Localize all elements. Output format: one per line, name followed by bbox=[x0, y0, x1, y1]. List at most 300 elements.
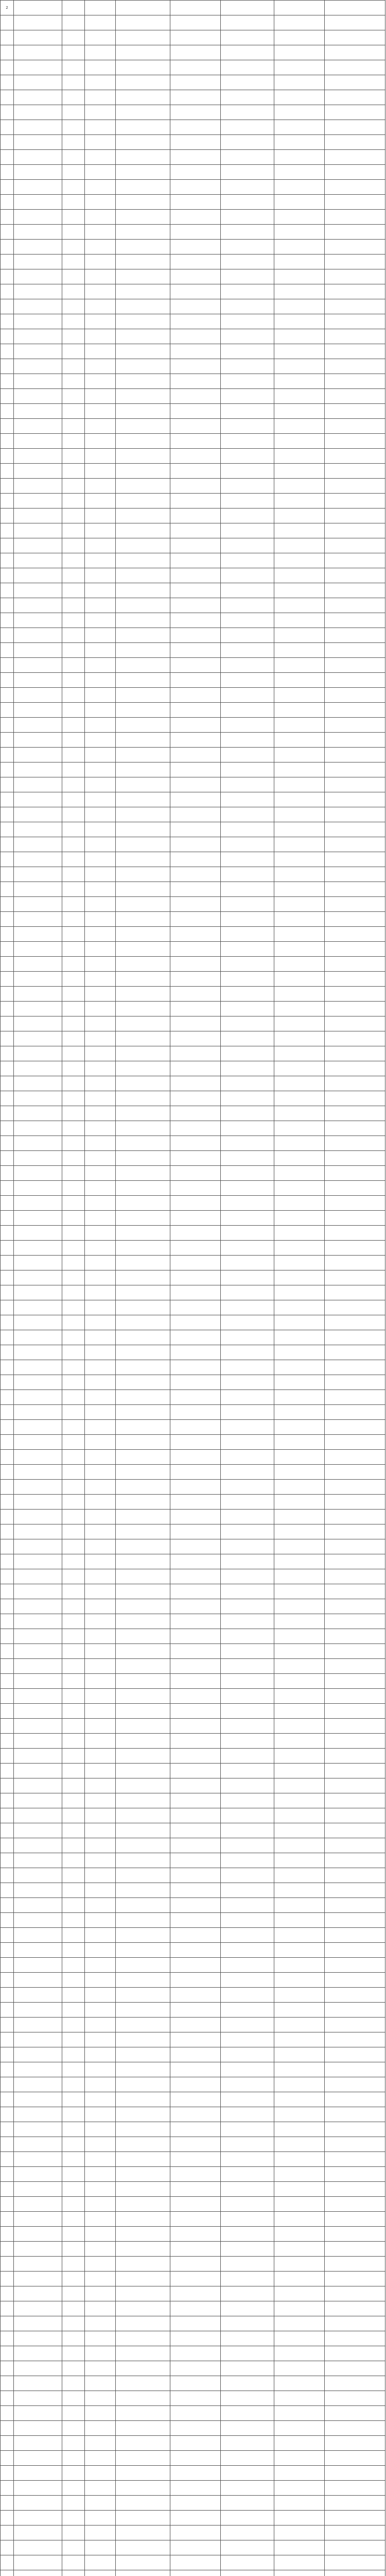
table-cell bbox=[274, 1629, 325, 1644]
table-cell bbox=[1, 1539, 14, 1554]
table-cell bbox=[170, 1390, 221, 1405]
table-cell bbox=[221, 2197, 274, 2212]
table-cell bbox=[274, 852, 325, 867]
table-cell bbox=[62, 972, 85, 987]
table-cell bbox=[221, 2376, 274, 2391]
table-cell bbox=[221, 2331, 274, 2346]
table-cell bbox=[325, 1898, 385, 1913]
table-cell bbox=[85, 284, 116, 299]
table-cell bbox=[1, 195, 14, 210]
table-row bbox=[1, 1524, 385, 1539]
table-cell bbox=[116, 748, 170, 762]
table-cell bbox=[221, 583, 274, 598]
table-cell bbox=[325, 2540, 385, 2555]
table-cell bbox=[62, 1, 85, 15]
table-row bbox=[1, 1, 385, 15]
table-cell bbox=[325, 135, 385, 150]
table-cell bbox=[274, 1674, 325, 1689]
table-cell bbox=[274, 1360, 325, 1375]
table-cell bbox=[1, 807, 14, 822]
table-cell bbox=[85, 2272, 116, 2286]
table-cell bbox=[85, 1420, 116, 1435]
table-cell bbox=[170, 777, 221, 792]
table-cell bbox=[221, 718, 274, 733]
table-cell bbox=[1, 762, 14, 777]
table-cell bbox=[14, 1226, 62, 1241]
table-cell bbox=[85, 1734, 116, 1749]
table-cell bbox=[1, 2062, 14, 2077]
table-cell bbox=[62, 1420, 85, 1435]
table-cell bbox=[1, 2436, 14, 2451]
table-cell bbox=[14, 404, 62, 419]
table-cell bbox=[14, 837, 62, 852]
table-cell bbox=[14, 255, 62, 269]
table-cell bbox=[1, 1300, 14, 1315]
table-cell bbox=[1, 1629, 14, 1644]
table-cell bbox=[62, 1256, 85, 1270]
table-cell bbox=[221, 314, 274, 329]
table-cell bbox=[62, 494, 85, 509]
table-cell bbox=[14, 150, 62, 165]
table-cell bbox=[170, 449, 221, 464]
table-cell bbox=[85, 2540, 116, 2555]
table-row bbox=[1, 1614, 385, 1629]
table-cell bbox=[62, 822, 85, 837]
table-cell bbox=[1, 688, 14, 703]
table-cell bbox=[62, 762, 85, 777]
table-cell bbox=[116, 30, 170, 45]
table-cell bbox=[274, 1689, 325, 1704]
table-cell bbox=[325, 1495, 385, 1510]
table-cell bbox=[14, 643, 62, 658]
table-cell bbox=[14, 1524, 62, 1539]
table-cell bbox=[116, 2436, 170, 2451]
table-cell bbox=[221, 1569, 274, 1584]
table-cell bbox=[14, 2526, 62, 2540]
table-cell bbox=[1, 1614, 14, 1629]
table-cell bbox=[221, 1853, 274, 1868]
table-cell bbox=[62, 1360, 85, 1375]
table-cell bbox=[85, 2018, 116, 2032]
table-cell bbox=[1, 1719, 14, 1734]
table-cell bbox=[1, 2212, 14, 2227]
table-cell bbox=[170, 1510, 221, 1524]
table-cell bbox=[85, 2481, 116, 2496]
table-cell bbox=[116, 613, 170, 628]
table-cell bbox=[62, 1704, 85, 1719]
table-cell bbox=[325, 2032, 385, 2047]
table-row bbox=[1, 105, 385, 120]
table-cell bbox=[14, 2540, 62, 2555]
table-cell bbox=[1, 2391, 14, 2406]
table-cell bbox=[116, 434, 170, 449]
table-cell bbox=[85, 389, 116, 404]
table-cell bbox=[85, 2301, 116, 2316]
table-cell bbox=[325, 2286, 385, 2301]
table-cell bbox=[170, 1420, 221, 1435]
table-row bbox=[1, 748, 385, 762]
table-cell bbox=[1, 1838, 14, 1853]
table-cell bbox=[170, 762, 221, 777]
table-cell bbox=[170, 1345, 221, 1360]
table-cell bbox=[14, 225, 62, 240]
table-row bbox=[1, 837, 385, 852]
table-cell bbox=[170, 1196, 221, 1211]
table-cell bbox=[274, 1749, 325, 1764]
table-cell bbox=[14, 2466, 62, 2481]
table-cell bbox=[221, 1300, 274, 1315]
table-cell bbox=[85, 748, 116, 762]
table-cell bbox=[221, 2047, 274, 2062]
table-cell bbox=[221, 135, 274, 150]
table-cell bbox=[85, 1524, 116, 1539]
table-cell bbox=[14, 1450, 62, 1465]
table-cell bbox=[14, 1928, 62, 1943]
table-cell bbox=[116, 2122, 170, 2137]
table-cell bbox=[274, 1151, 325, 1166]
table-cell bbox=[1, 837, 14, 852]
table-cell bbox=[221, 30, 274, 45]
table-cell bbox=[274, 2540, 325, 2555]
table-cell bbox=[85, 1330, 116, 1345]
table-cell bbox=[116, 1046, 170, 1061]
table-cell bbox=[170, 494, 221, 509]
table-cell bbox=[274, 494, 325, 509]
table-cell bbox=[170, 2451, 221, 2466]
table-cell bbox=[274, 1106, 325, 1121]
table-cell bbox=[14, 1435, 62, 1450]
table-cell bbox=[116, 538, 170, 553]
table-cell bbox=[1, 2496, 14, 2511]
table-cell bbox=[170, 434, 221, 449]
table-row bbox=[1, 1360, 385, 1375]
table-cell bbox=[14, 2316, 62, 2331]
table-cell bbox=[62, 1584, 85, 1599]
table-cell bbox=[116, 912, 170, 927]
table-cell bbox=[274, 1390, 325, 1405]
table-cell bbox=[62, 1300, 85, 1315]
table-cell bbox=[170, 733, 221, 748]
table-cell bbox=[274, 1943, 325, 1958]
table-cell bbox=[170, 1300, 221, 1315]
table-cell bbox=[170, 359, 221, 374]
table-cell bbox=[325, 1226, 385, 1241]
table-cell bbox=[62, 1719, 85, 1734]
table-row bbox=[1, 2466, 385, 2481]
table-cell bbox=[170, 1270, 221, 1285]
table-row bbox=[1, 195, 385, 210]
table-cell bbox=[274, 2331, 325, 2346]
table-cell bbox=[170, 2047, 221, 2062]
table-cell bbox=[221, 1330, 274, 1345]
table-cell bbox=[221, 2107, 274, 2122]
table-cell bbox=[1, 359, 14, 374]
table-cell bbox=[62, 1390, 85, 1405]
table-cell bbox=[116, 2361, 170, 2376]
table-cell bbox=[85, 1943, 116, 1958]
table-cell bbox=[274, 2406, 325, 2421]
table-cell bbox=[274, 1450, 325, 1465]
table-row bbox=[1, 2540, 385, 2555]
table-cell bbox=[170, 1778, 221, 1793]
table-cell bbox=[221, 1196, 274, 1211]
table-cell bbox=[116, 1241, 170, 1256]
table-row bbox=[1, 479, 385, 494]
table-cell bbox=[221, 2540, 274, 2555]
table-cell bbox=[221, 1614, 274, 1629]
table-cell bbox=[116, 479, 170, 494]
table-cell bbox=[221, 90, 274, 105]
table-cell bbox=[221, 2272, 274, 2286]
table-cell bbox=[85, 1704, 116, 1719]
table-cell bbox=[85, 2570, 116, 2576]
table-cell bbox=[1, 553, 14, 568]
table-cell bbox=[325, 1644, 385, 1659]
table-cell bbox=[325, 1539, 385, 1554]
table-cell bbox=[62, 1480, 85, 1495]
table-cell bbox=[325, 1599, 385, 1614]
table-cell bbox=[116, 1719, 170, 1734]
table-cell bbox=[274, 867, 325, 882]
table-cell bbox=[325, 1853, 385, 1868]
table-cell bbox=[221, 2406, 274, 2421]
table-cell bbox=[274, 1584, 325, 1599]
table-cell bbox=[221, 479, 274, 494]
table-row bbox=[1, 2092, 385, 2107]
table-cell bbox=[221, 1599, 274, 1614]
table-cell bbox=[62, 1076, 85, 1091]
table-cell bbox=[62, 1853, 85, 1868]
table-cell bbox=[85, 1689, 116, 1704]
table-cell bbox=[221, 538, 274, 553]
table-cell bbox=[221, 927, 274, 942]
table-cell bbox=[170, 2257, 221, 2272]
table-cell bbox=[221, 1584, 274, 1599]
table-cell bbox=[85, 568, 116, 583]
table-cell bbox=[170, 1046, 221, 1061]
table-cell bbox=[1, 673, 14, 688]
table-cell bbox=[116, 1569, 170, 1584]
table-cell bbox=[325, 210, 385, 225]
table-cell bbox=[62, 1002, 85, 1016]
table-cell bbox=[274, 897, 325, 912]
table-cell bbox=[85, 538, 116, 553]
table-cell bbox=[325, 643, 385, 658]
table-cell bbox=[62, 1599, 85, 1614]
table-cell bbox=[274, 972, 325, 987]
table-cell bbox=[325, 449, 385, 464]
table-cell bbox=[221, 2242, 274, 2257]
table-cell bbox=[116, 1988, 170, 2003]
table-cell bbox=[221, 792, 274, 807]
table-cell bbox=[1, 1390, 14, 1405]
table-cell bbox=[85, 897, 116, 912]
table-cell bbox=[274, 90, 325, 105]
table-cell bbox=[14, 1988, 62, 2003]
table-cell bbox=[62, 1913, 85, 1928]
table-cell bbox=[62, 2451, 85, 2466]
table-cell bbox=[325, 1091, 385, 1106]
table-cell bbox=[221, 15, 274, 30]
table-cell bbox=[170, 1375, 221, 1390]
table-cell bbox=[325, 1345, 385, 1360]
table-cell bbox=[221, 2301, 274, 2316]
table-row bbox=[1, 1121, 385, 1136]
table-cell bbox=[221, 1285, 274, 1300]
table-cell bbox=[170, 1151, 221, 1166]
table-cell bbox=[14, 942, 62, 957]
table-cell bbox=[1, 1853, 14, 1868]
table-cell bbox=[14, 1793, 62, 1808]
table-cell bbox=[170, 1838, 221, 1853]
table-row bbox=[1, 1016, 385, 1031]
table-cell bbox=[1, 1136, 14, 1151]
table-cell bbox=[116, 1778, 170, 1793]
table-cell bbox=[325, 2272, 385, 2286]
table-cell bbox=[274, 1898, 325, 1913]
table-cell bbox=[274, 45, 325, 60]
table-row bbox=[1, 598, 385, 613]
table-cell bbox=[1, 2346, 14, 2361]
table-cell bbox=[62, 2182, 85, 2197]
table-cell bbox=[1, 1016, 14, 1031]
table-row bbox=[1, 1405, 385, 1420]
table-cell bbox=[14, 807, 62, 822]
table-cell bbox=[116, 2257, 170, 2272]
table-cell bbox=[14, 628, 62, 643]
table-cell bbox=[14, 299, 62, 314]
table-cell bbox=[85, 1554, 116, 1569]
table-cell bbox=[14, 1106, 62, 1121]
table-cell bbox=[116, 1524, 170, 1539]
table-cell bbox=[221, 837, 274, 852]
table-cell bbox=[62, 1749, 85, 1764]
table-cell bbox=[325, 389, 385, 404]
table-cell bbox=[170, 2391, 221, 2406]
table-cell bbox=[116, 404, 170, 419]
table-cell bbox=[62, 658, 85, 673]
table-row bbox=[1, 2242, 385, 2257]
table-row bbox=[1, 2122, 385, 2137]
table-cell bbox=[325, 2421, 385, 2436]
table-cell bbox=[221, 165, 274, 180]
table-cell bbox=[274, 568, 325, 583]
table-cell bbox=[274, 1016, 325, 1031]
table-cell bbox=[221, 150, 274, 165]
table-cell bbox=[274, 718, 325, 733]
table-cell bbox=[14, 957, 62, 972]
table-cell bbox=[14, 2047, 62, 2062]
table-cell bbox=[1, 733, 14, 748]
table-cell bbox=[116, 673, 170, 688]
table-cell bbox=[170, 523, 221, 538]
table-cell bbox=[14, 240, 62, 255]
table-cell bbox=[14, 1181, 62, 1196]
table-cell bbox=[1, 1510, 14, 1524]
table-cell bbox=[14, 1689, 62, 1704]
table-cell bbox=[85, 2182, 116, 2197]
table-cell bbox=[221, 180, 274, 195]
table-row bbox=[1, 658, 385, 673]
table-cell bbox=[325, 1002, 385, 1016]
table-cell bbox=[116, 2227, 170, 2242]
table-cell bbox=[14, 1943, 62, 1958]
table-cell bbox=[170, 1719, 221, 1734]
table-cell bbox=[274, 479, 325, 494]
table-cell bbox=[170, 2436, 221, 2451]
table-cell bbox=[221, 1076, 274, 1091]
table-cell bbox=[116, 1480, 170, 1495]
table-cell bbox=[325, 2316, 385, 2331]
table-cell bbox=[14, 1465, 62, 1480]
table-cell bbox=[170, 284, 221, 299]
table-row bbox=[1, 1764, 385, 1778]
table-row bbox=[1, 180, 385, 195]
table-cell bbox=[1, 1913, 14, 1928]
table-cell bbox=[62, 2167, 85, 2182]
table-cell bbox=[85, 867, 116, 882]
table-cell bbox=[221, 568, 274, 583]
table-cell bbox=[116, 1285, 170, 1300]
table-cell bbox=[274, 225, 325, 240]
table-cell bbox=[116, 195, 170, 210]
table-cell bbox=[62, 2496, 85, 2511]
table-cell bbox=[116, 1853, 170, 1868]
table-cell bbox=[221, 1823, 274, 1838]
table-cell bbox=[85, 2331, 116, 2346]
table-cell bbox=[325, 957, 385, 972]
table-cell bbox=[14, 2421, 62, 2436]
table-cell bbox=[325, 1958, 385, 1973]
table-row bbox=[1, 2301, 385, 2316]
table-row bbox=[1, 1659, 385, 1674]
table-cell bbox=[221, 1046, 274, 1061]
table-cell bbox=[1, 628, 14, 643]
table-cell bbox=[170, 329, 221, 344]
table-cell bbox=[14, 1166, 62, 1181]
table-cell bbox=[62, 1345, 85, 1360]
table-cell bbox=[1, 2152, 14, 2167]
table-cell bbox=[325, 523, 385, 538]
table-cell bbox=[325, 1360, 385, 1375]
table-cell bbox=[116, 837, 170, 852]
table-cell bbox=[221, 2092, 274, 2107]
table-cell bbox=[221, 1704, 274, 1719]
table-cell bbox=[170, 553, 221, 568]
table-cell bbox=[274, 1420, 325, 1435]
table-cell bbox=[170, 2555, 221, 2570]
table-row bbox=[1, 269, 385, 284]
table-cell bbox=[170, 1973, 221, 1988]
table-cell bbox=[221, 942, 274, 957]
table-cell bbox=[85, 255, 116, 269]
table-row bbox=[1, 2316, 385, 2331]
table-cell bbox=[14, 120, 62, 135]
table-cell bbox=[170, 2316, 221, 2331]
table-cell bbox=[14, 1315, 62, 1330]
table-cell bbox=[325, 419, 385, 434]
table-cell bbox=[62, 120, 85, 135]
table-cell bbox=[274, 583, 325, 598]
table-cell bbox=[325, 942, 385, 957]
table-cell bbox=[62, 2481, 85, 2496]
table-cell bbox=[170, 2570, 221, 2576]
table-cell bbox=[85, 1091, 116, 1106]
table-cell bbox=[1, 2361, 14, 2376]
table-cell bbox=[62, 60, 85, 75]
table-cell bbox=[62, 2018, 85, 2032]
table-cell bbox=[325, 1420, 385, 1435]
